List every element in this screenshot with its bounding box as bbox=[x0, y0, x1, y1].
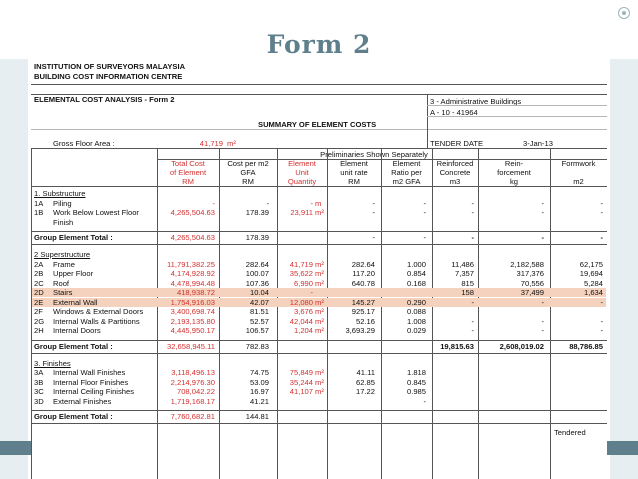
cell-ratio: 1.008 bbox=[406, 316, 426, 326]
cell-conc: 158 bbox=[461, 288, 474, 297]
tender-date-value: 3-Jan-13 bbox=[523, 139, 553, 148]
cell-qty: - bbox=[310, 198, 313, 208]
cell-unit: m² bbox=[315, 269, 324, 278]
cell-qty: 12,080 bbox=[289, 297, 313, 307]
cell-cost: 282.64 bbox=[245, 259, 269, 269]
cell-unit: m bbox=[315, 198, 322, 208]
cell-cost: 81.51 bbox=[249, 307, 269, 316]
group-total-label: Group Element Total : bbox=[34, 233, 113, 242]
cell-rate: 62.85 bbox=[355, 377, 375, 387]
cell-unit: m² bbox=[315, 297, 324, 307]
cell-qty: 6,990 bbox=[293, 278, 313, 288]
cell-cost: 16.97 bbox=[249, 387, 269, 396]
cell-total: 418,938.72 bbox=[176, 288, 215, 297]
cell-unit: m² bbox=[315, 278, 324, 288]
slide-title: Form 2 bbox=[266, 30, 372, 59]
column-header: RM bbox=[348, 177, 360, 186]
cell-conc: - bbox=[471, 208, 474, 217]
cell-total: 2,193,135.80 bbox=[170, 316, 215, 326]
cell-unit: m² bbox=[315, 316, 324, 326]
column-header: Total Cost bbox=[171, 159, 205, 168]
section-title: 3. Finishes bbox=[34, 358, 71, 368]
cell-rebar: 2,182,588 bbox=[510, 259, 544, 269]
cell-unit: m² bbox=[315, 307, 324, 316]
cell-rebar: 37,499 bbox=[520, 288, 544, 297]
cell-rebar: - bbox=[541, 208, 544, 217]
column-header: Ratio per bbox=[391, 168, 422, 177]
column-header: GFA bbox=[240, 168, 256, 177]
column-header: Element bbox=[392, 159, 421, 168]
group-cell-cost: 178.39 bbox=[245, 233, 269, 242]
element-name: Stairs bbox=[53, 288, 73, 297]
cell-unit: m² bbox=[315, 208, 324, 217]
column-rule bbox=[31, 148, 32, 479]
column-header: Rein- bbox=[504, 159, 524, 168]
cell-total: 3,118,496.13 bbox=[171, 368, 215, 377]
reference-number: A - 10 - 41964 bbox=[430, 108, 478, 117]
cell-form: - bbox=[600, 198, 603, 208]
element-name: Upper Floor bbox=[53, 269, 94, 278]
gfa-value: 41,719 bbox=[199, 139, 223, 148]
cell-conc: - bbox=[471, 326, 474, 335]
cell-ratio: 0.845 bbox=[406, 377, 426, 387]
cost-analysis-sheet bbox=[31, 59, 607, 479]
cell-cost: 74.75 bbox=[249, 368, 269, 377]
cell-cost: 178.39 bbox=[245, 208, 269, 217]
cell-ratio: 0.088 bbox=[406, 307, 426, 316]
ref-box-mid bbox=[427, 105, 607, 106]
slide-nav-circle-icon bbox=[618, 7, 630, 19]
column-header: RM bbox=[182, 177, 194, 186]
group-cell-total: 7,760,682.81 bbox=[170, 412, 215, 421]
cell-rebar: 317,376 bbox=[516, 269, 544, 278]
cell-qty: 35,622 bbox=[289, 269, 313, 278]
cell-cost: - bbox=[266, 198, 269, 208]
cell-form: 5,284 bbox=[583, 278, 603, 288]
group-cell-cost: 144.81 bbox=[245, 412, 269, 421]
group-rule-bottom bbox=[31, 423, 607, 424]
cell-total: 2,214,976.30 bbox=[170, 377, 215, 387]
element-name: Internal Floor Finishes bbox=[53, 377, 129, 387]
prelim-note: Preliminaries Shown Separately bbox=[320, 150, 428, 159]
cell-cost: 10.04 bbox=[249, 288, 269, 297]
element-name: Frame bbox=[53, 259, 75, 269]
cell-rate: 145.27 bbox=[351, 297, 375, 307]
cell-qty: 42,044 bbox=[289, 316, 313, 326]
group-total-label: Group Element Total : bbox=[34, 412, 113, 421]
element-name: Windows & External Doors bbox=[53, 307, 144, 316]
column-header: Quantity bbox=[287, 177, 317, 186]
element-code: 2A bbox=[34, 259, 44, 269]
cell-total: 4,445,950.17 bbox=[170, 326, 215, 335]
summary-title: SUMMARY OF ELEMENT COSTS bbox=[258, 120, 377, 129]
group-rule-top bbox=[31, 340, 607, 341]
group-cell-rebar: - bbox=[541, 233, 544, 242]
group-total-label: Group Element Total : bbox=[34, 341, 113, 351]
tender-date-label: TENDER DATE bbox=[430, 139, 484, 148]
column-header: Element bbox=[340, 159, 368, 168]
gfa-label: Gross Floor Area : bbox=[53, 139, 115, 148]
cell-total: 11,791,382.25 bbox=[167, 259, 215, 269]
cell-total: - bbox=[212, 198, 215, 208]
element-name-cont: Finish bbox=[53, 217, 74, 227]
column-header: of Element bbox=[169, 168, 207, 177]
cell-form: - bbox=[600, 208, 603, 217]
group-cell-form: 88,786.85 bbox=[569, 341, 603, 351]
cell-total: 4,174,928.92 bbox=[170, 269, 215, 278]
element-code: 2D bbox=[34, 288, 44, 297]
cell-unit: m² bbox=[315, 387, 324, 396]
element-code: 2B bbox=[34, 269, 44, 278]
cell-cost: 100.07 bbox=[245, 269, 269, 278]
rule-form bbox=[31, 94, 607, 95]
cell-conc: - bbox=[471, 316, 474, 326]
element-code: 1B bbox=[34, 208, 44, 217]
cell-rebar: - bbox=[541, 297, 544, 307]
cell-rate: 52.16 bbox=[355, 316, 375, 326]
group-cell-form: - bbox=[600, 233, 603, 242]
slide-left-margin bbox=[0, 59, 28, 479]
group-cell-total: 32,658,945.11 bbox=[167, 341, 215, 351]
column-header: RM bbox=[242, 177, 254, 186]
cell-total: 4,265,504.63 bbox=[170, 208, 215, 217]
cell-ratio: 0.854 bbox=[406, 269, 426, 278]
cell-form: 62,175 bbox=[579, 259, 603, 269]
element-name: Internal Walls & Partitions bbox=[53, 316, 140, 326]
cell-conc: 11,486 bbox=[451, 259, 474, 269]
cell-unit: m² bbox=[315, 368, 324, 377]
cell-cost: 106.57 bbox=[245, 326, 269, 335]
element-name: Work Below Lowest Floor bbox=[53, 208, 139, 217]
cell-ratio: - bbox=[423, 396, 426, 406]
column-header: Cost per m2 bbox=[227, 159, 269, 168]
element-name: Roof bbox=[53, 278, 70, 288]
column-header: Unit bbox=[295, 168, 309, 177]
cell-rate: 640.78 bbox=[351, 278, 375, 288]
column-header: unit rate bbox=[340, 168, 368, 177]
column-header: Element bbox=[288, 159, 316, 168]
cell-rebar: - bbox=[541, 198, 544, 208]
cell-rebar: - bbox=[541, 326, 544, 335]
group-cell-cost: 782.83 bbox=[245, 341, 269, 351]
element-code: 3A bbox=[34, 368, 44, 377]
cell-unit: m² bbox=[315, 377, 324, 387]
section-title: 1. Substructure bbox=[34, 189, 86, 198]
cell-form: 19,694 bbox=[579, 269, 603, 278]
group-cell-conc: - bbox=[471, 233, 474, 242]
element-code: 3D bbox=[34, 396, 44, 406]
element-name: External Finishes bbox=[53, 396, 112, 406]
group-cell-total: 4,265,504.63 bbox=[170, 233, 215, 242]
cell-ratio: 0.029 bbox=[406, 326, 426, 335]
cell-conc: 815 bbox=[461, 278, 474, 288]
group-rule-bottom bbox=[31, 353, 607, 354]
group-cell-rate: - bbox=[372, 233, 375, 242]
element-code: 1A bbox=[34, 198, 44, 208]
cell-rate: 117.20 bbox=[352, 269, 375, 278]
rule-top bbox=[31, 84, 607, 85]
cell-form: - bbox=[600, 326, 603, 335]
cell-ratio: - bbox=[423, 208, 426, 217]
cell-form: - bbox=[600, 316, 603, 326]
cell-conc: - bbox=[471, 198, 474, 208]
cell-qty: 23,911 bbox=[290, 208, 313, 217]
element-code: 2C bbox=[34, 278, 44, 288]
cell-rate: 41.11 bbox=[356, 368, 375, 377]
element-name: Internal Doors bbox=[53, 326, 101, 335]
cell-ratio: 0.985 bbox=[406, 387, 426, 396]
cell-qty: - bbox=[310, 288, 313, 297]
element-code: 2E bbox=[34, 297, 44, 307]
cell-cost: 42.07 bbox=[249, 297, 269, 307]
element-code: 3B bbox=[34, 377, 44, 387]
group-rule-bottom bbox=[31, 244, 607, 245]
cell-cost: 52.57 bbox=[249, 316, 269, 326]
element-name: Internal Wall Finishes bbox=[53, 368, 126, 377]
cell-cost: 107.36 bbox=[245, 278, 269, 288]
element-name: Internal Ceiling Finishes bbox=[53, 387, 135, 396]
cell-ratio: 0.168 bbox=[406, 278, 426, 288]
cell-cost: 41.21 bbox=[249, 396, 269, 406]
cell-ratio: - bbox=[423, 198, 426, 208]
element-code: 2G bbox=[34, 316, 45, 326]
cell-ratio: 1.000 bbox=[406, 259, 426, 269]
cell-form: - bbox=[600, 297, 603, 307]
column-header: Reinforced bbox=[436, 159, 474, 168]
cell-qty: 41,107 bbox=[289, 387, 313, 396]
org-line-1: INSTITUTION OF SURVEYORS MALAYSIA bbox=[34, 62, 186, 71]
rule-header-top bbox=[31, 148, 607, 149]
cell-total: 1,719,168.17 bbox=[170, 396, 215, 406]
group-rule-top bbox=[31, 231, 607, 232]
element-code: 3C bbox=[34, 387, 44, 396]
cell-form: 1,634 bbox=[583, 288, 603, 297]
element-code: 2F bbox=[34, 307, 43, 316]
column-header: kg bbox=[509, 177, 519, 186]
cell-rate: - bbox=[372, 198, 375, 208]
group-cell-rebar: 2,608,019.02 bbox=[499, 341, 544, 351]
cell-rate: - bbox=[372, 208, 375, 217]
building-category: 3 - Administrative Buildings bbox=[430, 97, 522, 106]
column-header: m2 GFA bbox=[392, 177, 421, 186]
column-header: Concrete bbox=[439, 168, 471, 177]
cell-qty: 3,676 bbox=[293, 307, 313, 316]
cell-unit: m² bbox=[315, 326, 324, 335]
cell-rate: 925.17 bbox=[351, 307, 375, 316]
section-title: 2 Superstructure bbox=[34, 250, 91, 259]
gfa-unit: m² bbox=[227, 139, 236, 148]
column-header: Formwork bbox=[561, 159, 596, 168]
group-cell-ratio: - bbox=[423, 233, 426, 242]
element-name: External Wall bbox=[53, 297, 98, 307]
cell-ratio: 0.290 bbox=[406, 297, 426, 307]
ref-box-bottom bbox=[427, 116, 607, 117]
form-title: ELEMENTAL COST ANALYSIS - Form 2 bbox=[34, 95, 175, 104]
cell-conc: 7,357 bbox=[454, 269, 474, 278]
cell-total: 3,400,698.74 bbox=[170, 307, 215, 316]
cell-total: 1,754,916.03 bbox=[170, 297, 215, 307]
rule-summary bbox=[31, 129, 607, 130]
cell-cost: 53.09 bbox=[249, 377, 269, 387]
element-code: 2H bbox=[34, 326, 44, 335]
slide-right-margin bbox=[610, 59, 638, 479]
element-name: Piling bbox=[53, 198, 72, 208]
cell-qty: 35,244 bbox=[289, 377, 313, 387]
column-header: m3 bbox=[449, 177, 461, 186]
cell-qty: 1,204 bbox=[293, 326, 313, 335]
column-header: forcement bbox=[497, 168, 531, 177]
footer-note: Tendered bbox=[554, 428, 586, 437]
cell-rebar: 70,556 bbox=[520, 278, 544, 288]
cell-total: 4,478,994.48 bbox=[170, 278, 215, 288]
cell-qty: 41,719 bbox=[289, 259, 313, 269]
group-rule-top bbox=[31, 410, 607, 411]
cell-conc: - bbox=[471, 297, 474, 307]
org-line-2: BUILDING COST INFORMATION CENTRE bbox=[34, 72, 183, 81]
cell-rebar: - bbox=[541, 316, 544, 326]
group-cell-conc: 19,815.63 bbox=[440, 341, 474, 351]
cell-total: 708,042.22 bbox=[176, 387, 215, 396]
cell-rate: 3,693.29 bbox=[345, 326, 375, 335]
ref-box-rule bbox=[427, 94, 428, 148]
cell-rate: 17.22 bbox=[355, 387, 375, 396]
cell-ratio: 1.818 bbox=[406, 368, 426, 377]
cell-unit: m² bbox=[315, 259, 324, 269]
column-header: m2 bbox=[573, 177, 584, 186]
cell-qty: 75,849 bbox=[289, 368, 313, 377]
cell-rate: 282.64 bbox=[351, 259, 375, 269]
